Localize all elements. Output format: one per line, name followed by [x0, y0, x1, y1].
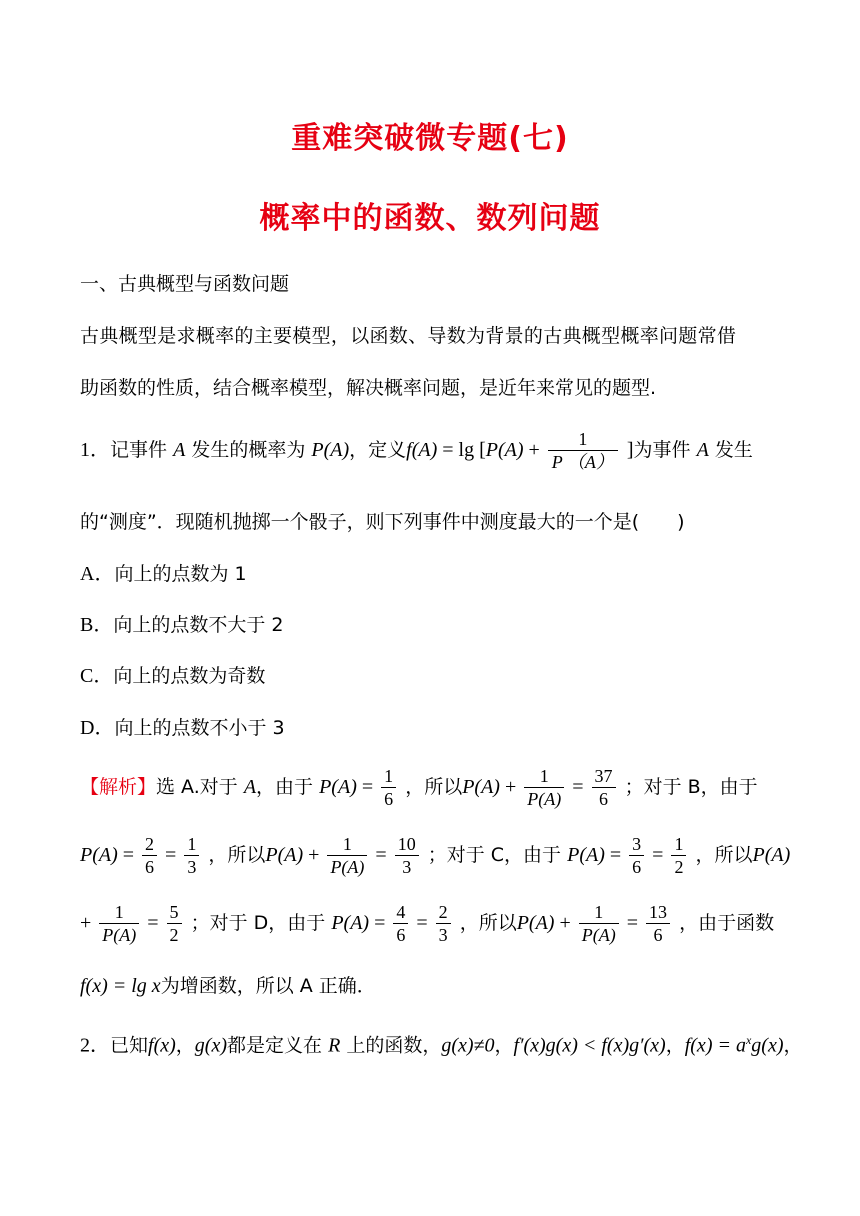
option-b-letter: B． [80, 614, 114, 636]
q1-pa-2: P(A) [485, 438, 524, 461]
sol-for-b: ；对于 B，由于 [624, 775, 758, 798]
q1-pa: P(A) [311, 438, 350, 461]
sol-for-d: ；对于 D，由于 [190, 911, 326, 934]
q1-close-bracket: ] [626, 438, 634, 461]
frac-c3: $\frac{5}{2}$ [167, 901, 182, 946]
sol-conclusion: 为增函数，所以 A 正确． [160, 975, 376, 997]
sol-since: ，由于 [256, 775, 314, 798]
page-title: 重难突破微专题(七) [291, 121, 569, 156]
solution-line-3: + $\frac{1}{P(A)}$ = $\frac{5}{2}$ ；对于 D，由于 P(A) = $\frac{4}{6}$ = $\frac{2}{3}$ ，所以P(A) + $\frac{1}{P(A)}$ = $\frac{13}{6}$ ，由于函数 [80, 901, 775, 945]
q1-event-a: A [173, 438, 186, 461]
q1-text-3: ，定义 [349, 438, 407, 461]
question-1-line-2: 的“测度”．现随机抛掷一个骰子，则下列事件中测度最大的一个是( ) [80, 511, 685, 533]
question-2-number: 2． [80, 1034, 110, 1057]
solution-line-1: 【解析】选 A.对于 A，由于 P(A) = $\frac{1}{6}$ ，所以P(A) + $\frac{1}{P(A)}$ = $\frac{37}{6}$ ；对于 B，由于 [80, 765, 758, 809]
solution-line-2: P(A) = $\frac{2}{6}$ = $\frac{1}{3}$ ，所以P(A) + $\frac{1}{P(A)}$ = $\frac{10}{3}$ ；对于 C，由于 P(A) = $\frac{3}{6}$ = $\frac{1}{2}$ ，所以P(A) [80, 833, 791, 877]
frac-recip: $\frac{1}{P(A)}$ [327, 833, 367, 878]
q1-fraction-num: 1 [548, 428, 618, 451]
sol-so: ，所以 [405, 775, 463, 798]
sol-pa: P(A) [319, 775, 357, 798]
q1-plus: + [523, 438, 545, 461]
sol-choose: 选 A.对于 [156, 775, 238, 798]
frac-a2: $\frac{37}{6}$ [592, 765, 616, 810]
sol-pa-2: P(A) [462, 775, 500, 798]
frac-recip: $\frac{1}{P(A)}$ [99, 901, 139, 946]
question-number: 1． [80, 438, 110, 461]
frac-recip: $\frac{1}{P(A)}$ [524, 765, 564, 810]
frac-recip: $\frac{1}{P(A)}$ [579, 901, 619, 946]
option-a-text: 向上的点数为 1 [114, 563, 247, 585]
option-d [80, 714, 780, 742]
q1-text-1: 记事件 [110, 438, 168, 461]
option-b-text: 向上的点数不大于 2 [113, 614, 284, 636]
frac-c1: $\frac{3}{6}$ [629, 833, 644, 878]
q1-event-a-2: A [696, 438, 709, 461]
page-subtitle: 概率中的函数、数列问题 [259, 201, 601, 236]
solution-label: 【解析】 [80, 775, 157, 798]
frac-b1: $\frac{2}{6}$ [142, 833, 157, 878]
question-1-line-1 [80, 420, 780, 480]
frac-b2: $\frac{1}{3}$ [184, 833, 199, 878]
frac-d2: $\frac{2}{3}$ [436, 901, 451, 946]
option-b [80, 611, 780, 639]
option-d-text: 向上的点数不小于 3 [114, 717, 285, 739]
frac-d1: $\frac{4}{6}$ [393, 901, 408, 946]
option-a-letter: A． [80, 563, 115, 585]
section-heading: 一、古典概型与函数问题 [80, 273, 290, 295]
sol-plus: + [499, 775, 522, 798]
q1-fraction [548, 428, 618, 473]
solution-line-4 [80, 972, 780, 1000]
intro-paragraph-line-2: 助函数的性质，结合概率模型，解决概率问题，是近年来常见的题型. [80, 377, 657, 399]
q1-text-2: 发生的概率为 [191, 438, 306, 461]
sol-for-c: ；对于 C，由于 [427, 843, 562, 866]
option-a [80, 560, 780, 588]
sol-since-func: ，由于函数 [679, 911, 775, 934]
q1-text-4: 为事件 [633, 438, 691, 461]
frac-b3: $\frac{10}{3}$ [395, 833, 419, 878]
sol-a: A [243, 775, 257, 798]
frac-c2: $\frac{1}{2}$ [671, 833, 686, 878]
frac-d3: $\frac{13}{6}$ [646, 901, 670, 946]
frac-a1: $\frac{1}{6}$ [381, 765, 396, 810]
q1-eq-lg: = lg [ [437, 438, 486, 461]
intro-paragraph-line-1: 古典概型是求概率的主要模型，以函数、导数为背景的古典概型概率问题常借 [80, 325, 737, 347]
option-d-letter: D． [80, 717, 115, 739]
q1-fa: f(A) [406, 438, 438, 461]
sol-fx-lgx: f(x) = lg x [80, 975, 161, 997]
q1-text-5: 发生 [714, 438, 753, 461]
option-c-letter: C． [80, 665, 114, 687]
q1-fraction-den: P （A） [551, 451, 614, 472]
option-c-text: 向上的点数为奇数 [113, 665, 266, 687]
option-c [80, 662, 780, 690]
question-2-line-1: 2．已知f(x)，g(x)都是定义在 R 上的函数，g(x)≠0，f′(x)g(x) < f(x)g′(x)，$f(x) = a^xg(x)$， [80, 1033, 803, 1057]
sol-eq: = [356, 775, 379, 798]
